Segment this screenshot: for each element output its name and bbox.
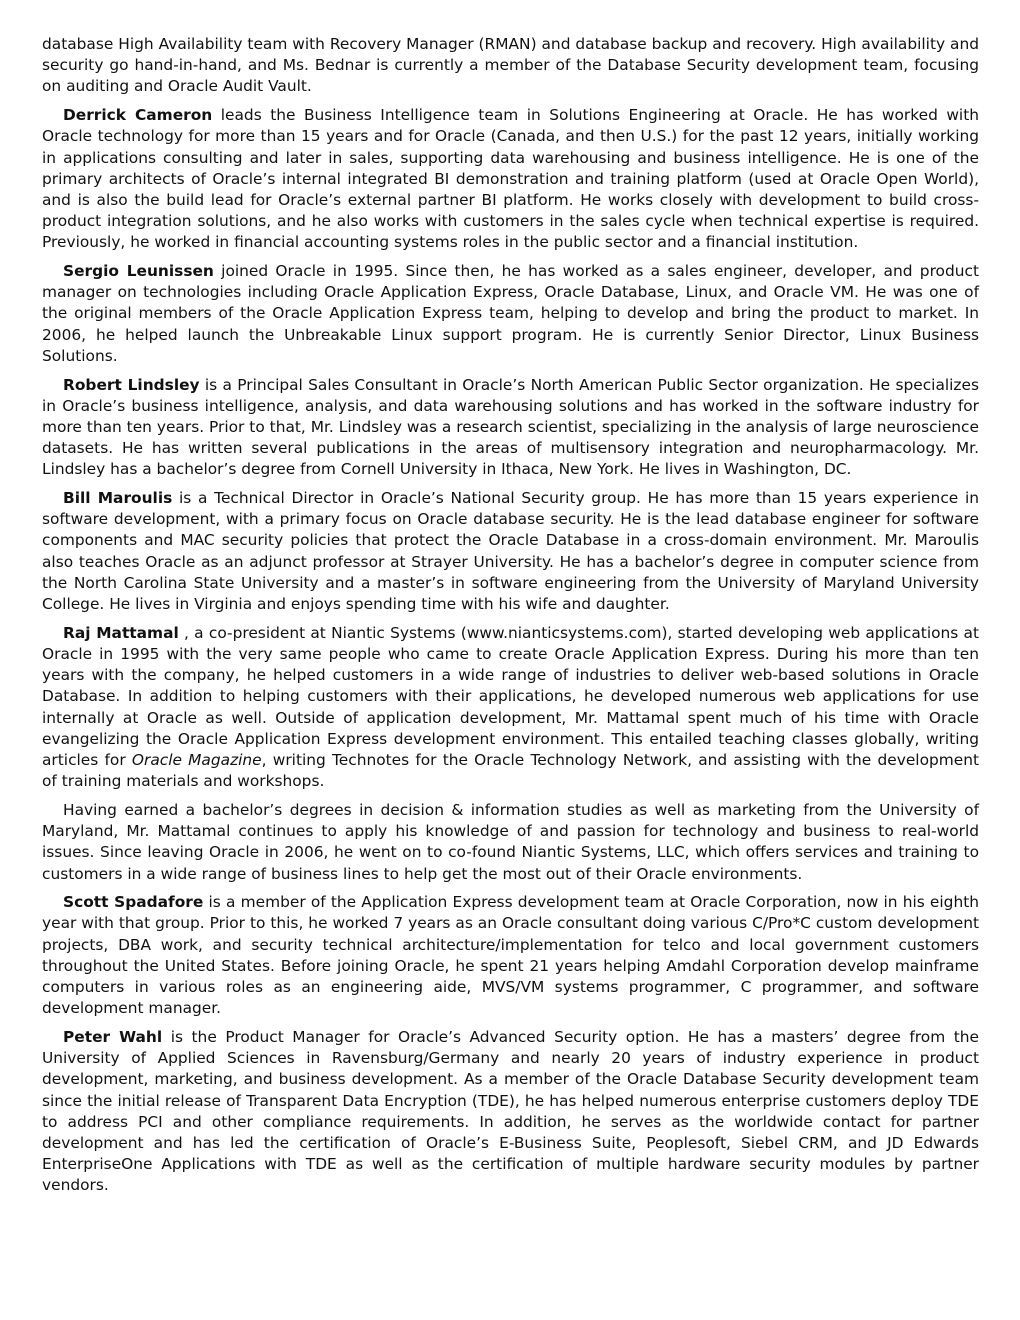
author-name: Scott Spadafore: [63, 893, 204, 912]
paragraph-text: Having earned a bachelor’s degrees in decision & information studies as well as marketing from the University of Maryland, Mr. Mattamal continues to apply his knowledge of and passion for technology and business to real-world issues. Since leaving Oracle in 2006, he went on to co-found Niantic Systems, LLC, which offers services and training to customers in a wide range of business lines to help get the most out of their Oracle environments.: [42, 800, 979, 883]
paragraph-text-after: , writing Technotes for the Oracle Technology Network, and assisting with the development of training materials and workshops.: [42, 751, 980, 791]
paragraph-bill-maroulis: [42, 488, 979, 615]
paragraph-text: is a member of the Application Express development team at Oracle Corporation, now in his eighth year with that group. Prior to this, he worked 7 years as an Oracle consultant doing various C/Pro*C custom development projects, DBA work, and security technical architecture/implementation for telco and local government customers throughout the United States. Before joining Oracle, he spent 21 years helping Amdahl Corporation develop mainframe computers in various roles as an engineering aide, MVS/VM systems programmer, C programmer, and software development manager.: [42, 893, 979, 1018]
paragraph-bednar-continued: [42, 34, 979, 98]
author-name: Peter Wahl: [63, 1027, 163, 1046]
paragraph-text: is a Principal Sales Consultant in Oracle’s North American Public Sector organization. He specializes in Oracle’s business intelligence, analysis, and data warehousing solutions and has worked in the software industry for more than ten years. Prior to that, Mr. Lindsley was a research scientist, specializing in the analysis of large neuroscience datasets. He has written several publications in the areas of multisensory integration and neuropharmacology. Mr. Lindsley has a bachelor’s degree from Cornell University in Ithaca, New York. He lives in Washington, DC.: [42, 375, 979, 479]
paragraph-text: joined Oracle in 1995. Since then, he has worked as a sales engineer, developer, and product manager on technologies including Oracle Application Express, Oracle Database, Linux, and Oracle VM. He was one of the original members of the Oracle Application Express team, helping to develop and bring the product to market. In 2006, he helped launch the Unbreakable Linux support program. He is currently Senior Director, Linux Business Solutions.: [42, 262, 979, 365]
paragraph-text: database High Availability team with Recovery Manager (RMAN) and database backup and recovery. High availability and security go hand-in-hand, and Ms. Bednar is currently a member of the Database Security development team, focusing on auditing and Oracle Audit Vault.: [42, 35, 979, 96]
paragraph-derrick-cameron: [42, 105, 979, 253]
paragraph-robert-lindsley: [42, 375, 979, 481]
document-body: [42, 34, 979, 1204]
paragraph-raj-mattamal: [42, 623, 979, 793]
author-name: Bill Maroulis: [63, 489, 173, 508]
paragraph-sergio-leunissen: [42, 261, 979, 367]
paragraph-text: , a co-president at Niantic Systems (www.nianticsystems.com), started developing web applications at Oracle in 1995 with the very same people who came to create Oracle Application Express. During his more than ten years with the company, he helped customers in a wide range of industries to deliver web-based solutions in Oracle Database. In addition to helping customers with their applications, he developed numerous web applications for use internally at Oracle as well. Outside of application development, Mr. Mattamal spent much of his time with Oracle evangelizing the Oracle Application Express development environment. This entailed teaching classes globally, writing articles for: [42, 623, 980, 769]
magazine-title: Oracle Magazine: [131, 751, 262, 769]
paragraph-text: is a Technical Director in Oracle’s National Security group. He has more than 15 years experience in software development, with a primary focus on Oracle database security. He is the lead database engineer for software components and MAC security policies that protect the Oracle Database in a cross-domain environment. Mr. Maroulis also teaches Oracle as an adjunct professor at Strayer University. He has a bachelor’s degree in computer science from the North Carolina State University and a master’s in software engineering from the University of Maryland University College. He lives in Virginia and enjoys spending time with his wife and daughter.: [42, 489, 979, 614]
paragraph-mattamal-continued: [42, 800, 979, 885]
paragraph-scott-spadafore: [42, 892, 979, 1019]
paragraph-peter-wahl: [42, 1027, 979, 1197]
author-name: Sergio Leunissen: [63, 262, 214, 281]
author-name: Derrick Cameron: [63, 106, 213, 125]
paragraph-text: leads the Business Intelligence team in Solutions Engineering at Oracle. He has worked with Oracle technology for more than 15 years and for Oracle (Canada, and then U.S.) for the past 12 years, initially working in applications consulting and later in sales, supporting data warehousing and business intelligence. He is one of the primary architects of Oracle’s internal integrated BI demonstration and training platform (used at Oracle Open World), and is also the build lead for Oracle’s external partner BI platform. He works closely with development to build cross-product integration solutions, and he also works with customers in the sales cycle when technical expertise is required. Previously, he worked in financial accounting systems roles in the public sector and a financial institution.: [42, 106, 979, 252]
paragraph-text: is the Product Manager for Oracle’s Advanced Security option. He has a masters’ degree from the University of Applied Sciences in Ravensburg/Germany and nearly 20 years of industry experience in product development, marketing, and business development. As a member of the Oracle Database Security development team since the initial release of Transparent Data Encryption (TDE), he has helped numerous enterprise customers deploy TDE to address PCI and other compliance requirements. In addition, he serves as the worldwide contact for partner development and has led the certification of Oracle’s E-Business Suite, Peoplesoft, Siebel CRM, and JD Edwards EnterpriseOne Applications with TDE as well as the certification of multiple hardware security modules by partner vendors.: [42, 1027, 979, 1195]
author-name: Robert Lindsley: [63, 375, 200, 394]
author-name: Raj Mattamal: [63, 623, 179, 642]
